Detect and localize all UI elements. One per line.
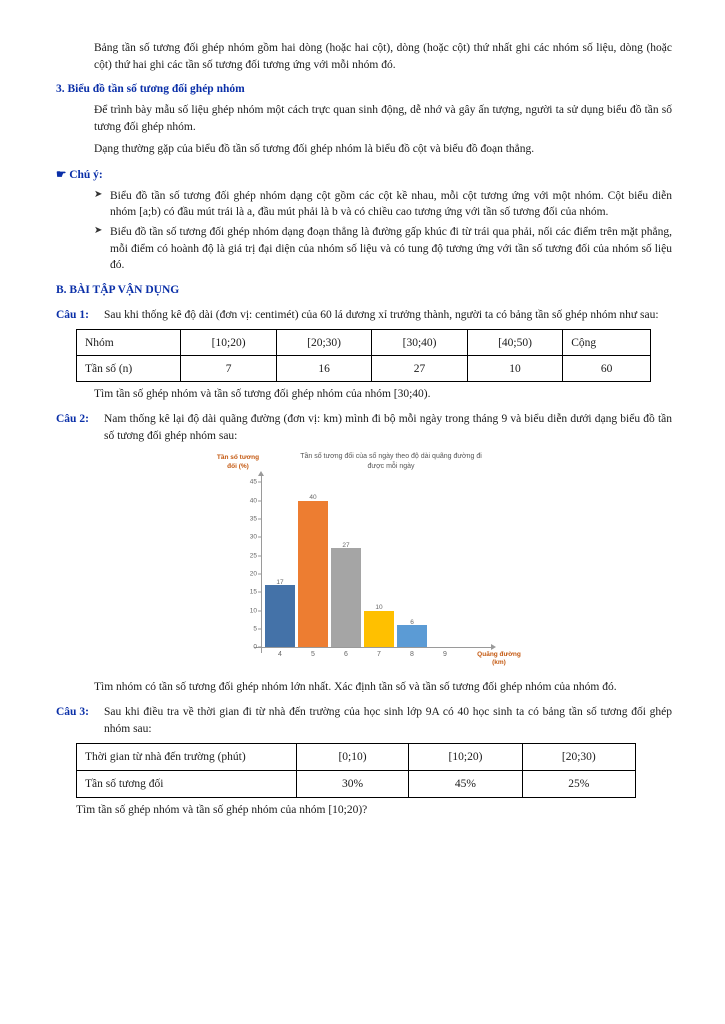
table-cell-value: 30%: [296, 771, 409, 798]
chart-bar-value: 40: [309, 494, 317, 502]
x-axis-arrow-icon: [491, 644, 496, 650]
arrow-bullet-icon: ➤: [94, 225, 103, 237]
table-cell-group: [40;50): [467, 330, 562, 356]
chart-bar-value: 10: [375, 604, 383, 612]
table-header-thoigian: Thời gian từ nhà đến trường (phút): [77, 744, 297, 771]
table-row: [77, 771, 636, 798]
question-1-table: [76, 329, 651, 382]
chart-bar: [331, 548, 361, 647]
note-heading: [56, 167, 672, 184]
table-cell-total: 60: [563, 356, 651, 382]
document-content: [56, 40, 672, 825]
question-1: [56, 307, 672, 324]
chart-ytick: 30: [249, 533, 257, 541]
chart-xtick: 8: [410, 651, 414, 659]
chart-bar-value: 27: [342, 542, 350, 550]
chart-bar: [298, 501, 328, 648]
table-row: [77, 744, 636, 771]
question-3-table: [76, 743, 636, 798]
chart-title: Tần số tương đối của số ngày theo độ dài quãng đường đi được mỗi ngày: [300, 453, 482, 470]
table-cell-frequency: 16: [276, 356, 371, 382]
list-item: [94, 224, 672, 274]
chart-ytick: 40: [249, 497, 257, 505]
chart-ytick: 5: [253, 625, 257, 633]
question-2-followup: Tìm nhóm có tần số tương đối ghép nhóm lớn nhất. Xác định tần số và tần số tương đối ghép nhóm của nhóm đó.: [94, 681, 617, 694]
chart-bar: [397, 625, 427, 647]
chart-xtick: 5: [311, 651, 315, 659]
question-2-label: Câu 2:: [56, 413, 89, 426]
question-1-text: Sau khi thống kê độ dài (đơn vị: centimét) của 60 lá dương xỉ trưởng thành, người ta có bảng tần số ghép nhóm như sau:: [104, 308, 659, 321]
chart-bar-value: 6: [410, 619, 414, 627]
table-cell-group: [10;20): [409, 744, 522, 771]
chart-xtick: 7: [377, 651, 381, 659]
question-3-label: Câu 3:: [56, 706, 89, 719]
table-cell-frequency: 10: [467, 356, 562, 382]
chart-ytick: 25: [249, 552, 257, 560]
table-cell-group: [20;30): [276, 330, 371, 356]
list-item: [94, 188, 672, 221]
table-header-cong: Cộng: [563, 330, 651, 356]
y-axis-arrow-icon: [258, 471, 264, 476]
chart-x-axis-label: Quãng đường (km): [477, 650, 521, 666]
chart-ytick: 0: [253, 643, 257, 651]
chart-xtick: 6: [344, 651, 348, 659]
table-cell-group: [10;20): [181, 330, 276, 356]
bar-chart: [199, 452, 529, 677]
chart-ytick: 35: [249, 515, 257, 523]
table-row: [77, 330, 651, 356]
intro-paragraph: Bảng tần số tương đối ghép nhóm gồm hai dòng (hoặc hai cột), dòng (hoặc cột) thứ nhất ghi các nhóm số liệu, dòng (hoặc cột) thứ hai ghi các tần số tương đối tương ứng với mỗi nhóm đó.: [94, 42, 672, 71]
table-cell-group: [0;10): [296, 744, 409, 771]
chart-bar: [265, 585, 295, 647]
note-text: Biểu đồ tần số tương đối ghép nhóm dạng cột gồm các cột kề nhau, mỗi cột tương ứng với một nhóm. Cột biểu diễn nhóm [a;b) có đầu mút trái là a, đầu mút phải là b và có chiều cao tương ứng với tần số tương đối của nhóm.: [110, 189, 672, 219]
table-cell-group: [20;30): [522, 744, 635, 771]
chart-bar-value: 17: [276, 579, 284, 587]
chart-bar: [364, 611, 394, 648]
question-2: [56, 411, 672, 444]
table-cell-frequency: 27: [372, 356, 467, 382]
chart-figure: [199, 452, 529, 677]
chart-ytick: 20: [249, 570, 257, 578]
table-cell-group: [30;40): [372, 330, 467, 356]
table-cell-value: 25%: [522, 771, 635, 798]
question-3-text: Sau khi điều tra về thời gian đi từ nhà đến trường của học sinh lớp 9A có 40 học sinh ta có bảng tần số tương đối ghép nhóm sau:: [104, 706, 672, 735]
note-list: [56, 188, 672, 274]
chart-y-axis-label: Tần số tương đối (%): [216, 454, 260, 470]
question-2-text: Nam thống kê lại độ dài quãng đường (đơn vị: km) mình đi bộ mỗi ngày trong tháng 9 và biểu diễn dưới dạng biểu đồ tần số tương đối ghép nhóm sau:: [104, 413, 672, 442]
section-3-paragraph-1: Để trình bày mẫu số liệu ghép nhóm một cách trực quan sinh động, dễ nhớ và gây ấn tượng, người ta sử dụng biểu đồ tần số tương đối ghép nhóm.: [94, 104, 672, 133]
pointing-hand-icon: ☛: [56, 169, 67, 182]
question-3-followup: Tìm tần số ghép nhóm và tần số ghép nhóm của nhóm [10;20)?: [76, 804, 368, 817]
table-header-tansotuongdoi: Tần số tương đối: [77, 771, 297, 798]
chart-ytick: 15: [249, 588, 257, 596]
table-header-tanso: Tần số (n): [77, 356, 181, 382]
arrow-bullet-icon: ➤: [94, 188, 103, 200]
section-3-title: 3. Biểu đồ tần số tương đối ghép nhóm: [56, 83, 245, 96]
question-1-followup: Tìm tần số ghép nhóm và tần số tương đối ghép nhóm của nhóm [30;40).: [94, 388, 431, 401]
chart-ytick: 45: [249, 478, 257, 486]
chart-xtick: 9: [443, 651, 447, 659]
note-text: Biểu đồ tần số tương đối ghép nhóm dạng đoạn thẳng là đường gấp khúc đi từ trái qua phải, nối các điểm trên mặt phẳng, mỗi điểm có hoành độ là giá trị đại diện của nhóm số liệu và có tung độ tương ứng với tần số tương đối của nhóm số liệu đó.: [110, 226, 672, 272]
chart-x-axis: [254, 647, 492, 648]
section-b-title: B. BÀI TẬP VẬN DỤNG: [56, 284, 180, 297]
chart-plot-area: [249, 478, 469, 659]
chart-ytick: 10: [249, 607, 257, 615]
table-cell-value: 45%: [409, 771, 522, 798]
table-row: [77, 356, 651, 382]
chart-xtick: 4: [278, 651, 282, 659]
section-3-paragraph-2: Dạng thường gặp của biểu đồ tần số tương đối ghép nhóm là biểu đồ cột và biểu đồ đoạn thẳng.: [94, 143, 535, 156]
question-1-label: Câu 1:: [56, 308, 89, 321]
table-header-nhom: Nhóm: [77, 330, 181, 356]
note-heading-label: Chú ý:: [69, 169, 103, 182]
table-cell-frequency: 7: [181, 356, 276, 382]
question-3: [56, 704, 672, 737]
